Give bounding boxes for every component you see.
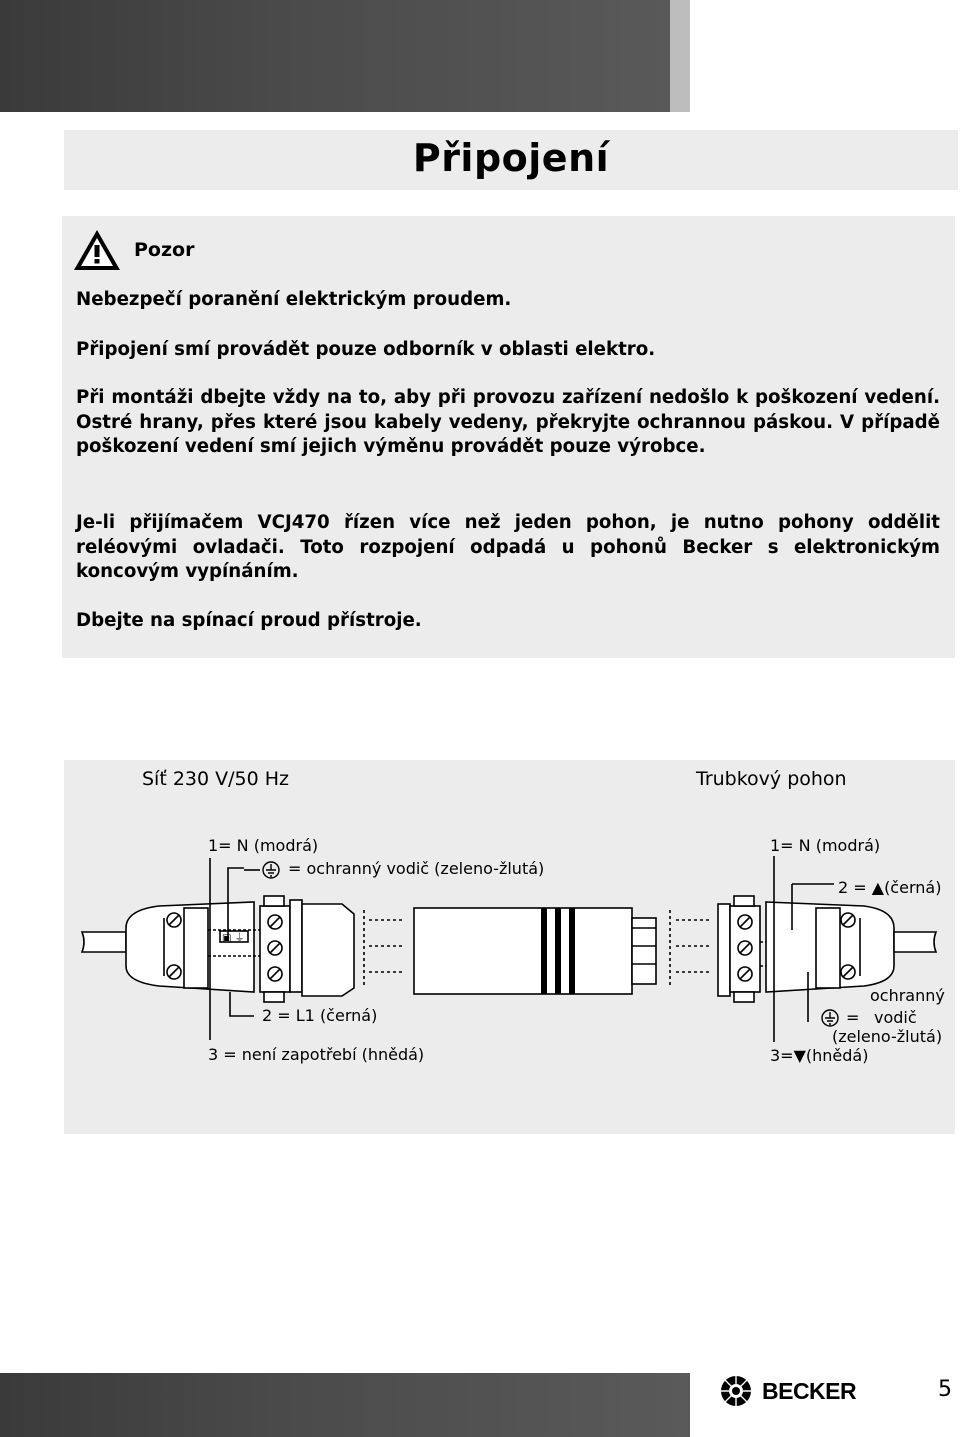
title-bar [64,130,958,190]
right-pe-line3: (zeleno-žlutá) [832,1027,943,1046]
wiring-diagram [64,760,955,1134]
right-pe-line1: ochranný [870,986,945,1005]
motor-heading: Trubkový pohon [696,768,847,790]
right-n-label: 1= N (modrá) [770,836,881,855]
bottom-band [0,1373,690,1437]
left-l1-label: 2 = L1 (černá) [262,1006,378,1025]
page-number: 5 [938,1377,952,1402]
mains-heading: Síť 230 V/50 Hz [142,768,290,790]
warning-paragraph: Dbejte na spínací proud přístroje. [76,610,422,631]
warning-paragraph: Při montáži dbejte vždy na to, aby při provozu zařízení nedošlo k poškození vedení. Ostré hrany, přes které jsou kabely vedeny, překryjte ochrannou páskou. V případě poškození vedení smí jejich výměnu provádět pouze výrobce. [76,387,940,457]
page-title: Připojení [412,136,610,180]
warning-triangle-icon [72,228,122,272]
becker-logo-icon [718,1374,754,1408]
warning-paragraph: Připojení smí provádět pouze odborník v oblasti elektro. [76,339,656,360]
left-not-needed-label: 3 = není zapotřebí (hnědá) [208,1045,425,1064]
warning-paragraph: Je-li přijímačem VCJ470 řízen více než jeden pohon, je nutno pohony oddělit reléovými ovladači. Toto rozpojení odpadá u pohonů Becker s elektronickým koncovým vypínáním. [76,512,940,582]
svg-text:▣ ⏚: ▣ ⏚ [222,933,245,944]
right-pe-line2: vodič [874,1008,917,1027]
warning-paragraph: Nebezpečí poranění elektrickým proudem. [76,289,512,310]
warning-label: Pozor [134,239,195,261]
becker-logo [718,1374,856,1408]
left-n-label: 1= N (modrá) [208,836,319,855]
ground-icon [820,1008,840,1028]
connector-drawing [64,760,955,1134]
warning-box [62,216,955,658]
top-band [0,0,690,112]
brand-name: BECKER [762,1377,857,1404]
right-pe-eq: = [846,1008,860,1027]
right-up-label: 2 = ▲(černá) [838,878,942,897]
ground-icon [261,860,281,880]
warning-header [72,228,194,272]
left-pe-label: = ochranný vodič (zeleno-žlutá) [288,859,545,878]
top-band-accent [670,0,690,112]
right-down-label: 3=▼(hnědá) [770,1046,869,1065]
